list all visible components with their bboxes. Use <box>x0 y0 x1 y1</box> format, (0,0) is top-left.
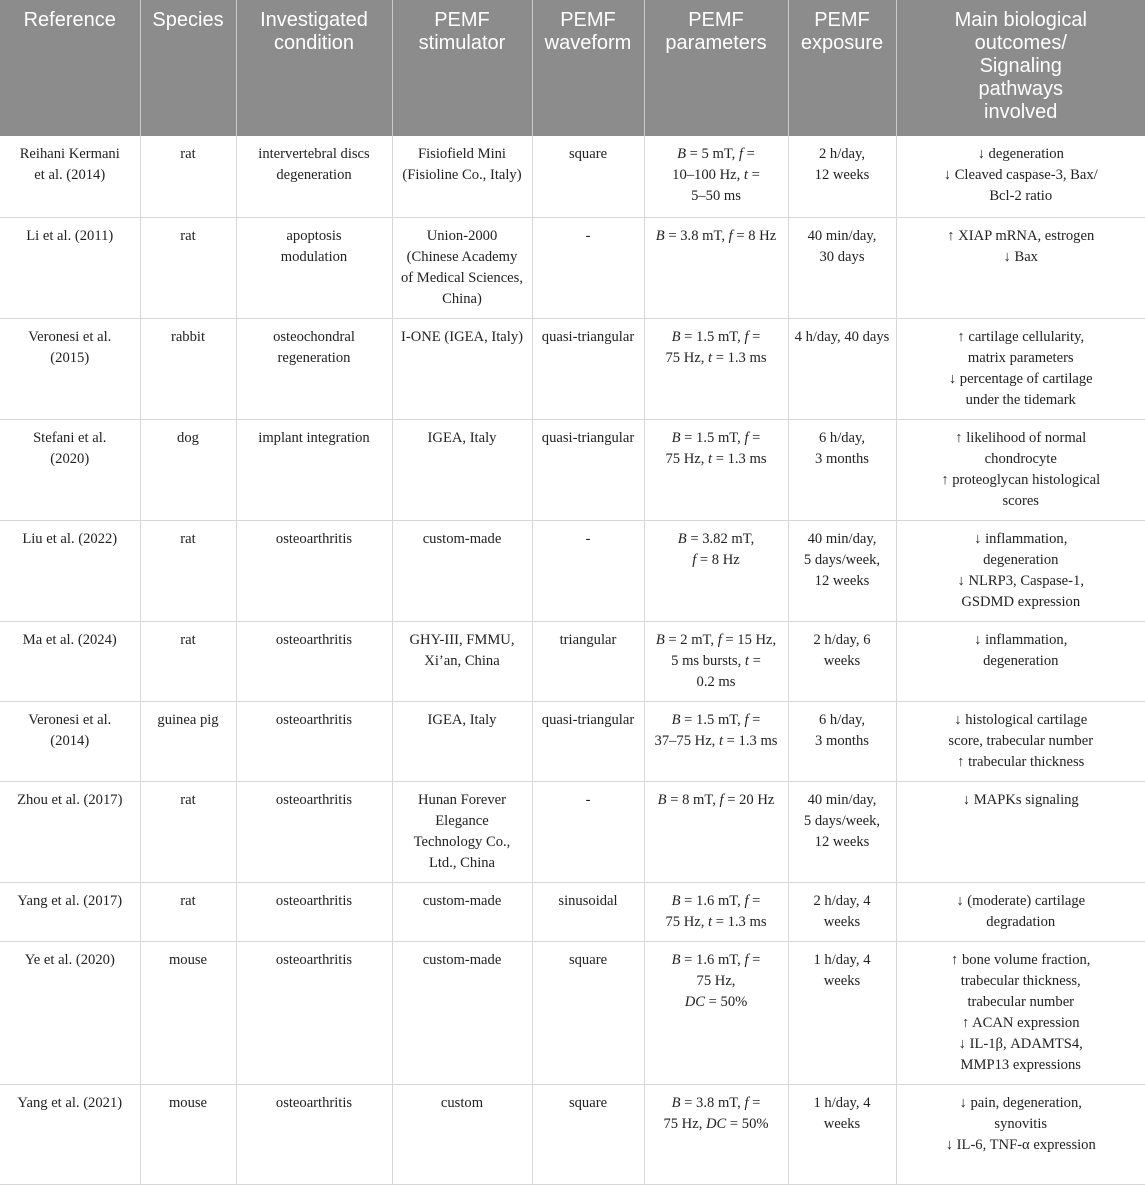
cell-species <box>140 621 236 701</box>
header-line: Main biological <box>954 9 1087 31</box>
cell-species <box>140 781 236 882</box>
header-line: outcomes/ <box>974 32 1067 54</box>
cell-line: degeneration <box>983 551 1059 568</box>
header-line: Signaling <box>979 55 1062 77</box>
cell-exposure <box>788 781 896 882</box>
header-line: Investigated <box>260 9 368 31</box>
header-line: parameters <box>665 32 767 54</box>
header-line: condition <box>273 32 355 54</box>
cell-line: 75 Hz, t = 1.3 ms <box>665 349 767 366</box>
table-row <box>0 781 1145 882</box>
cell-line: custom-made <box>422 892 502 909</box>
cell-line: B = 1.5 mT, f = <box>671 429 761 446</box>
cell-line: rat <box>180 791 196 808</box>
cell-line: ↑ XIAP mRNA, estrogen <box>947 227 1095 244</box>
header-line: PEMF <box>560 9 616 31</box>
cell-line: dog <box>177 429 199 446</box>
cell-waveform <box>532 136 644 217</box>
cell-reference <box>0 882 140 941</box>
cell-waveform <box>532 621 644 701</box>
cell-reference <box>0 318 140 419</box>
cell-outcomes <box>896 882 1145 941</box>
cell-exposure <box>788 701 896 781</box>
table-row <box>0 882 1145 941</box>
cell-line: ↓ inflammation, <box>974 530 1068 547</box>
cell-waveform <box>532 1084 644 1184</box>
cell-line: rat <box>180 146 196 162</box>
header-line: Reference <box>23 9 116 31</box>
cell-line: osteoarthritis <box>275 791 353 808</box>
cell-parameters <box>644 882 788 941</box>
cell-line: quasi-triangular <box>541 429 635 446</box>
cell-line: 12 weeks <box>814 572 870 589</box>
table-row <box>0 621 1145 701</box>
cell-reference <box>0 1084 140 1184</box>
cell-line: IGEA, Italy <box>427 429 497 446</box>
cell-line: Reihani Kermani <box>19 146 120 162</box>
cell-line: Veronesi et al. <box>28 328 112 345</box>
cell-line: custom-made <box>422 951 502 968</box>
cell-condition <box>236 217 392 318</box>
cell-reference <box>0 520 140 621</box>
header-row <box>0 0 1145 136</box>
table-body <box>0 136 1145 1184</box>
cell-outcomes <box>896 217 1145 318</box>
cell-stimulator <box>392 882 532 941</box>
cell-waveform <box>532 781 644 882</box>
cell-reference <box>0 217 140 318</box>
column-header-main-outcomes <box>896 0 1145 136</box>
cell-species <box>140 318 236 419</box>
cell-line: Ye et al. (2020) <box>24 951 115 968</box>
cell-line: ↑ bone volume fraction, <box>951 951 1091 968</box>
cell-line: I-ONE (IGEA, Italy) <box>401 328 523 345</box>
cell-line: osteoarthritis <box>275 951 353 968</box>
cell-line: 5 days/week, <box>803 812 881 829</box>
cell-reference <box>0 941 140 1084</box>
cell-line: Stefani et al. <box>33 429 107 446</box>
cell-line: 2 h/day, 4 weeks <box>813 892 871 930</box>
cell-condition <box>236 882 392 941</box>
cell-species <box>140 1084 236 1184</box>
cell-line: ↓ Cleaved caspase-3, Bax/ <box>943 167 1098 183</box>
cell-line: intervertebral discs <box>258 146 370 162</box>
cell-outcomes <box>896 701 1145 781</box>
cell-outcomes <box>896 520 1145 621</box>
cell-parameters <box>644 781 788 882</box>
cell-exposure <box>788 136 896 217</box>
column-header-pemf-waveform <box>532 0 644 136</box>
cell-line: regeneration <box>277 349 351 366</box>
cell-line: 12 weeks <box>814 167 870 183</box>
cell-line: (Fisioline Co., Italy) <box>402 167 522 183</box>
cell-line: osteoarthritis <box>275 530 353 547</box>
header-line: pathways <box>978 78 1063 100</box>
cell-waveform <box>532 701 644 781</box>
cell-line: B = 2 mT, f = 15 Hz, <box>655 631 777 648</box>
cell-line: B = 1.5 mT, f = <box>671 328 761 345</box>
cell-line: Veronesi et al. <box>28 711 112 728</box>
table-row <box>0 1084 1145 1184</box>
cell-line: ↓ pain, degeneration, <box>959 1094 1082 1111</box>
cell-line: DC = 50% <box>684 993 748 1010</box>
cell-line: Xi’an, China <box>424 652 500 669</box>
cell-exposure <box>788 882 896 941</box>
cell-line: custom-made <box>422 530 502 547</box>
cell-line: 3 months <box>815 450 869 467</box>
cell-line: 1 h/day, 4 weeks <box>813 951 871 989</box>
cell-stimulator <box>392 701 532 781</box>
cell-waveform <box>532 941 644 1084</box>
cell-line: et al. (2014) <box>34 167 106 183</box>
cell-line: Bcl-2 ratio <box>989 188 1053 204</box>
cell-line: 6 h/day, <box>818 429 866 446</box>
cell-line: ↑ proteoglycan histological <box>941 471 1101 488</box>
cell-species <box>140 520 236 621</box>
cell-exposure <box>788 621 896 701</box>
cell-line: mouse <box>168 951 208 968</box>
cell-line: (Chinese Academy <box>406 248 518 265</box>
cell-line: Ltd., China <box>428 854 496 871</box>
header-line: PEMF <box>434 9 490 31</box>
cell-outcomes <box>896 621 1145 701</box>
table-row <box>0 136 1145 217</box>
cell-line: 2 h/day, <box>818 146 866 162</box>
cell-parameters <box>644 136 788 217</box>
cell-line: Yang et al. (2017) <box>17 892 123 909</box>
cell-line: Liu et al. (2022) <box>22 530 118 547</box>
cell-line: square <box>568 951 608 968</box>
cell-line: ↓ IL-6, TNF-α expression <box>945 1136 1096 1153</box>
cell-parameters <box>644 941 788 1084</box>
cell-line: 5–50 ms <box>691 188 741 204</box>
cell-line: 0.2 ms <box>696 673 736 690</box>
cell-line: (2014) <box>50 732 90 749</box>
cell-condition <box>236 621 392 701</box>
column-header-investigated-condition <box>236 0 392 136</box>
cell-line: square <box>568 146 608 162</box>
cell-line: Union-2000 <box>426 227 498 244</box>
cell-line: 12 weeks <box>814 833 870 850</box>
cell-species <box>140 136 236 217</box>
cell-line: square <box>568 1094 608 1111</box>
column-header-reference <box>0 0 140 136</box>
cell-reference <box>0 781 140 882</box>
cell-parameters <box>644 520 788 621</box>
cell-line: f = 8 Hz <box>692 551 740 568</box>
cell-line: - <box>585 227 591 244</box>
cell-line: B = 1.6 mT, f = <box>671 892 761 909</box>
cell-stimulator <box>392 941 532 1084</box>
cell-line: ↓ degeneration <box>977 146 1064 162</box>
cell-line: B = 5 mT, f = <box>677 146 755 162</box>
cell-reference <box>0 701 140 781</box>
cell-line: 37–75 Hz, t = 1.3 ms <box>654 732 778 749</box>
cell-exposure <box>788 318 896 419</box>
column-header-pemf-exposure <box>788 0 896 136</box>
cell-line: of Medical Sciences, <box>401 269 523 286</box>
cell-species <box>140 941 236 1084</box>
cell-line: mouse <box>168 1094 208 1111</box>
cell-parameters <box>644 1084 788 1184</box>
cell-waveform <box>532 520 644 621</box>
cell-parameters <box>644 318 788 419</box>
cell-outcomes <box>896 1084 1145 1184</box>
cell-line: 2 h/day, 6 weeks <box>813 631 871 669</box>
cell-line: ↑ ACAN expression <box>961 1014 1080 1031</box>
cell-line: degeneration <box>983 652 1059 669</box>
cell-line: B = 3.8 mT, f = 8 Hz <box>655 227 777 244</box>
cell-exposure <box>788 419 896 520</box>
cell-line: MMP13 expressions <box>960 1056 1081 1073</box>
cell-line: Technology Co., <box>413 833 511 850</box>
cell-exposure <box>788 520 896 621</box>
cell-line: trabecular number <box>967 993 1075 1010</box>
cell-line: rat <box>180 530 196 547</box>
cell-line: 5 days/week, <box>803 551 881 568</box>
cell-line: matrix parameters <box>967 349 1074 366</box>
cell-stimulator <box>392 520 532 621</box>
cell-line: apoptosis <box>286 227 342 244</box>
cell-line: Elegance <box>435 812 489 829</box>
cell-line: China) <box>442 290 482 307</box>
cell-line: 75 Hz, <box>696 972 736 989</box>
cell-species <box>140 217 236 318</box>
table-row <box>0 217 1145 318</box>
cell-species <box>140 701 236 781</box>
cell-line: rat <box>180 631 196 648</box>
cell-condition <box>236 318 392 419</box>
header-line: waveform <box>544 32 632 54</box>
cell-line: modulation <box>280 248 348 265</box>
cell-condition <box>236 520 392 621</box>
cell-line: 75 Hz, t = 1.3 ms <box>665 450 767 467</box>
cell-line: osteochondral <box>273 328 355 345</box>
cell-stimulator <box>392 217 532 318</box>
cell-line: (2015) <box>50 349 90 366</box>
cell-line: B = 3.82 mT, <box>677 530 755 547</box>
cell-condition <box>236 781 392 882</box>
cell-parameters <box>644 701 788 781</box>
cell-condition <box>236 1084 392 1184</box>
cell-waveform <box>532 882 644 941</box>
header-line: involved <box>984 101 1058 123</box>
cell-line: rat <box>180 227 196 244</box>
cell-exposure <box>788 217 896 318</box>
cell-line: ↑ cartilage cellularity, <box>957 328 1085 345</box>
cell-outcomes <box>896 419 1145 520</box>
cell-line: ↓ histological cartilage <box>954 711 1088 728</box>
cell-line: ↓ inflammation, <box>974 631 1068 648</box>
cell-parameters <box>644 419 788 520</box>
cell-line: Hunan Forever <box>418 791 506 808</box>
cell-condition <box>236 136 392 217</box>
cell-condition <box>236 701 392 781</box>
cell-species <box>140 882 236 941</box>
cell-line: ↓ MAPKs signaling <box>962 791 1079 808</box>
cell-line: ↓ percentage of cartilage <box>948 370 1093 387</box>
column-header-pemf-stimulator <box>392 0 532 136</box>
table-row <box>0 701 1145 781</box>
cell-line: 40 min/day, <box>807 530 877 547</box>
cell-line: 40 min/day, <box>807 227 877 244</box>
cell-line: sinusoidal <box>558 892 618 909</box>
cell-line: 75 Hz, t = 1.3 ms <box>665 913 767 930</box>
cell-stimulator <box>392 781 532 882</box>
cell-waveform <box>532 318 644 419</box>
cell-line: B = 3.8 mT, f = <box>671 1094 761 1111</box>
cell-line: 10–100 Hz, t = <box>672 167 760 183</box>
cell-species <box>140 419 236 520</box>
column-header-species <box>140 0 236 136</box>
table-row <box>0 520 1145 621</box>
table-row <box>0 419 1145 520</box>
header-line: PEMF <box>688 9 744 31</box>
cell-exposure <box>788 941 896 1084</box>
cell-line: 4 h/day, 40 days <box>794 328 890 345</box>
cell-line: B = 1.5 mT, f = <box>671 711 761 728</box>
cell-line: Ma et al. (2024) <box>22 631 117 648</box>
cell-outcomes <box>896 318 1145 419</box>
cell-line: ↓ (moderate) cartilage <box>956 892 1086 909</box>
cell-line: GSDMD expression <box>961 593 1081 610</box>
cell-reference <box>0 621 140 701</box>
cell-line: degeneration <box>276 167 352 183</box>
cell-line: - <box>585 530 591 547</box>
cell-line: osteoarthritis <box>275 711 353 728</box>
cell-line: B = 8 mT, f = 20 Hz <box>657 791 775 808</box>
cell-line: quasi-triangular <box>541 328 635 345</box>
cell-line: ↓ IL-1β, ADAMTS4, <box>958 1035 1083 1052</box>
cell-condition <box>236 941 392 1084</box>
cell-line: osteoarthritis <box>275 631 353 648</box>
cell-line: 75 Hz, DC = 50% <box>663 1115 769 1132</box>
cell-line: chondrocyte <box>984 450 1057 467</box>
cell-line: Fisiofield Mini <box>418 146 506 162</box>
cell-line: - <box>585 791 591 808</box>
cell-line: guinea pig <box>157 711 219 728</box>
cell-line: 5 ms bursts, t = <box>671 652 761 669</box>
cell-stimulator <box>392 621 532 701</box>
table-row <box>0 941 1145 1084</box>
cell-line: triangular <box>559 631 617 648</box>
cell-line: rat <box>180 892 196 909</box>
cell-reference <box>0 419 140 520</box>
cell-line: ↑ trabecular thickness <box>957 753 1085 770</box>
cell-line: Zhou et al. (2017) <box>17 791 123 808</box>
cell-reference <box>0 136 140 217</box>
cell-outcomes <box>896 941 1145 1084</box>
cell-line: 30 days <box>819 248 865 265</box>
cell-line: osteoarthritis <box>275 892 353 909</box>
table-header <box>0 0 1145 136</box>
cell-line: ↓ Bax <box>1003 248 1038 265</box>
cell-line: 1 h/day, 4 weeks <box>813 1094 871 1132</box>
cell-line: synovitis <box>994 1115 1048 1132</box>
cell-line: custom <box>440 1094 484 1111</box>
cell-line: 40 min/day, <box>807 791 877 808</box>
cell-outcomes <box>896 781 1145 882</box>
cell-line: Yang et al. (2021) <box>17 1094 123 1111</box>
cell-parameters <box>644 621 788 701</box>
cell-line: implant integration <box>258 429 370 446</box>
cell-line: osteoarthritis <box>275 1094 353 1111</box>
column-header-pemf-parameters <box>644 0 788 136</box>
cell-line: 3 months <box>815 732 869 749</box>
cell-line: score, trabecular number <box>948 732 1094 749</box>
cell-parameters <box>644 217 788 318</box>
cell-line: IGEA, Italy <box>427 711 497 728</box>
cell-line: 6 h/day, <box>818 711 866 728</box>
cell-waveform <box>532 217 644 318</box>
table-row <box>0 318 1145 419</box>
cell-line: GHY-III, FMMU, <box>409 631 515 648</box>
cell-stimulator <box>392 419 532 520</box>
cell-waveform <box>532 419 644 520</box>
cell-line: (2020) <box>50 450 90 467</box>
cell-line: B = 1.6 mT, f = <box>671 951 761 968</box>
header-line: stimulator <box>418 32 506 54</box>
cell-outcomes <box>896 136 1145 217</box>
cell-line: ↑ likelihood of normal <box>955 429 1087 446</box>
cell-condition <box>236 419 392 520</box>
cell-exposure <box>788 1084 896 1184</box>
cell-stimulator <box>392 1084 532 1184</box>
cell-line: degradation <box>986 913 1056 930</box>
header-line: PEMF <box>814 9 870 31</box>
cell-stimulator <box>392 136 532 217</box>
header-line: Species <box>152 9 224 31</box>
header-line: exposure <box>800 32 884 54</box>
cell-line: under the tidemark <box>965 391 1076 408</box>
cell-line: scores <box>1002 492 1039 509</box>
cell-line: ↓ NLRP3, Caspase-1, <box>957 572 1084 589</box>
cell-stimulator <box>392 318 532 419</box>
cell-line: trabecular thickness, <box>960 972 1081 989</box>
cell-line: rabbit <box>170 328 206 345</box>
cell-line: quasi-triangular <box>541 711 635 728</box>
cell-line: Li et al. (2011) <box>26 227 114 244</box>
